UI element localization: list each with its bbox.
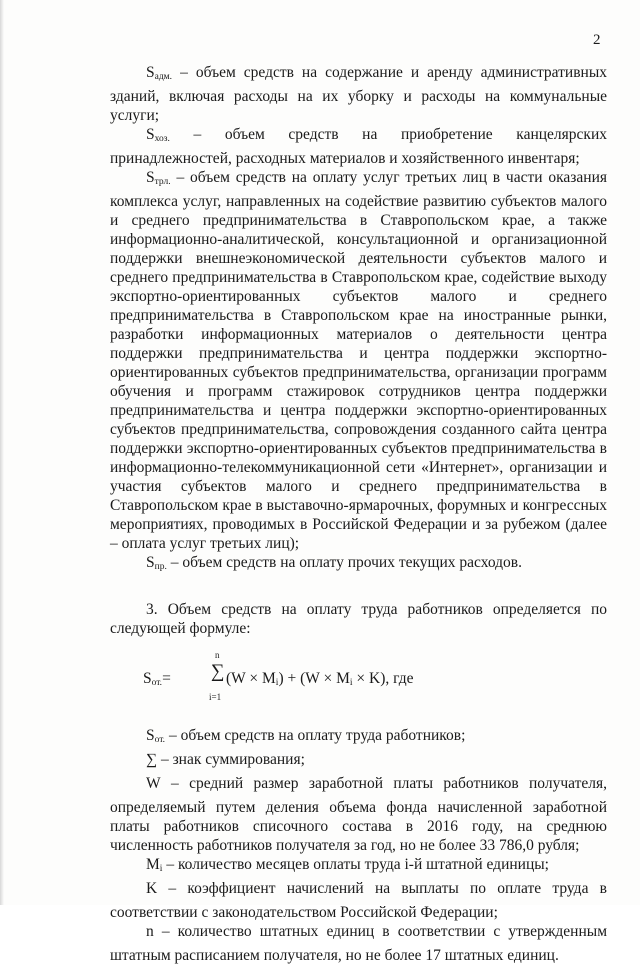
section-3-paragraph: 3. Объем средств на оплату труда работников определяется по следующей формуле: [110,601,607,637]
scan-edge [0,0,4,905]
definition-n: n – количество штатных единиц в соответствии с утвержденным штатным расписанием получателя, но не более 17 штатных единиц. [110,923,607,964]
formula-rhs: $(W \times M_i) + (W \times M_i \times K)$, где [226,670,414,688]
definition-s-pr: $S_{пр.}$ – объем средств на оплату прочих текущих расходов. [146,554,522,572]
definition-s-ot: $S_{от.}$ – объем средств на оплату труда работников; [146,727,466,745]
formula-lhs: $S_{от.}=$ [143,670,175,688]
definition-m: $M_i$ – количество месяцев оплаты труда i-й штатной единицы; [146,856,549,874]
page-number: 2 [593,32,601,48]
sigma-lower-limit: i=1 [209,692,222,702]
formula-definitions [110,726,607,965]
definition-w: W – средний размер заработной платы работников получателя, определяемый путем деления объема фонда начисленной заработной платы работников списочного состава в 2016 году, на среднюю численность работников получателя за год, но не более 33 786,0 рубля; [110,775,607,854]
document-body [110,63,607,965]
definition-s-trl: $S_{трл.}$ – объем средств на оплату услуг третьих лиц в части оказания комплекса услуг, направленных на содействие развитию субъектов малого и среднего предпринимательства в Ставропольском крае, а также информационно-аналитической, консультационной и организационной поддержки внешнеэкономической деятельности субъектов малого и среднего предпринимательства в Ставропольском крае, содействие выходу экспортно-ориентированных субъектов малого и среднего предпринимательства в Ставропольском крае на иностранные рынки, разработки информационных материалов о деятельности центра поддержки предпринимательства и центра поддержки экспортно-ориентированных субъектов предпринимательства, организации программ обучения и программ стажировок сотрудников центра поддержки предпринимательства и центра поддержки экспортно-ориентированных субъектов предпринимательства, сопровождения созданного сайта центра поддержки экспортно-ориентированных субъектов предпринимательства в информационно-телекоммуникационной сети «Интернет», организации и участия субъектов малого и среднего предпринимательства в Ставропольском крае в выставочно-ярмарочных, форумных и конгрессных мероприятиях, проводимых в Российской Федерации и за рубежом (далее – оплата услуг третьих лиц); [110,169,607,552]
sigma-upper-limit: n [215,650,220,660]
definition-s-hoz: $S_{хоз.}$ – объем средств на приобретение канцелярских принадлежностей, расходных материалов и хозяйственного инвентаря; [110,126,607,167]
sigma-symbol: ∑ [211,661,225,682]
definition-sigma: ∑ – знак суммирования; [146,751,305,768]
definition-k: K – коэффициент начислений на выплаты по оплате труда в соответствии с законодательством Российской Федерации; [110,880,607,921]
definition-s-adm: $S_{адм.}$ – объем средств на содержание и аренду административных зданий, включая расходы на их уборку и расходы на коммунальные услуги; [110,64,607,124]
salary-formula [143,644,607,710]
